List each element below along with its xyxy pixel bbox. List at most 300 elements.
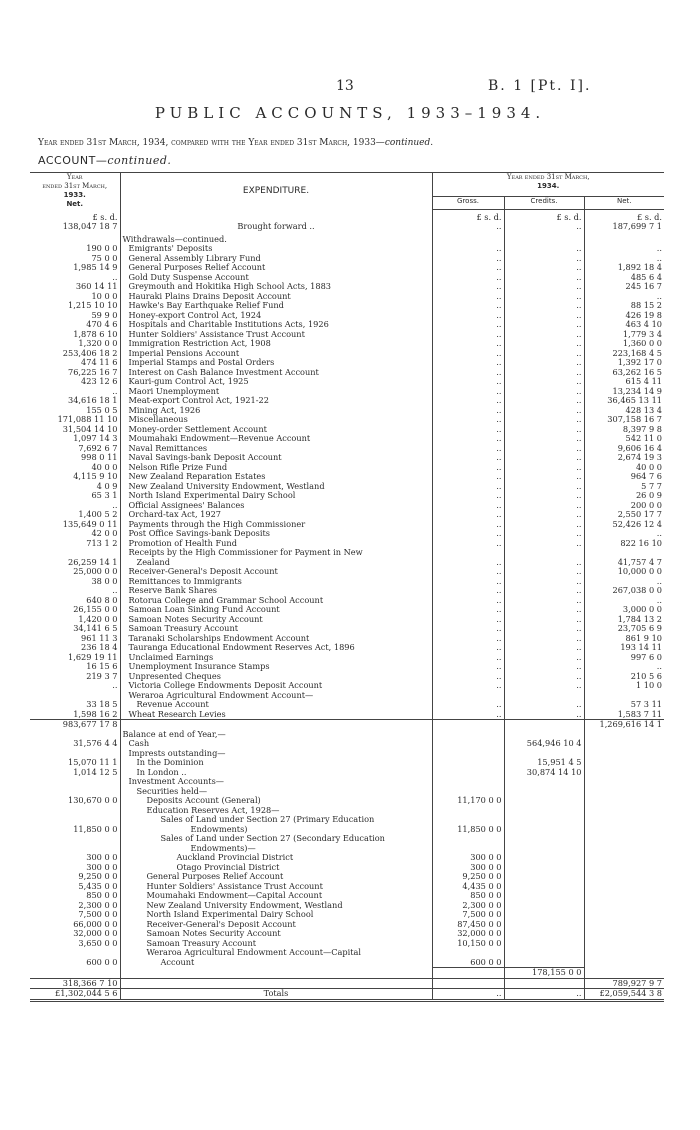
units-row: £ s. d. £ s. d. £ s. d. £ s. d. — [30, 213, 664, 223]
credits-cell: .. — [504, 539, 584, 549]
label-cell: Meat-export Control Act, 1921-22 — [120, 396, 432, 406]
gross-cell: .. — [432, 653, 504, 663]
prev-cell: 33 18 5 — [30, 700, 120, 710]
securities-row — [30, 929, 664, 939]
expenditure-header: EXPENDITURE. — [120, 173, 432, 210]
prev-cell: 42 0 0 — [30, 529, 120, 539]
cash-row: 31,576 4 4 Cash 564,946 10 4 — [30, 739, 664, 749]
label-cell: General Assembly Library Fund — [120, 254, 432, 264]
table-row — [30, 643, 664, 653]
net-cell — [584, 891, 664, 901]
prev-cell: 1,215 10 10 — [30, 301, 120, 311]
net-cell: 3,000 0 0 — [622, 605, 662, 614]
credits-cell: .. — [504, 472, 584, 482]
prev-cell: 2,300 0 0 — [30, 901, 120, 911]
label-cell: Samoan Treasury Account — [120, 624, 432, 634]
brought-forward-row: 138,047 18 7 Brought forward .. .. .. 187,699 7 1 — [30, 222, 664, 232]
net-cell: 861 9 10 — [625, 633, 662, 643]
label-cell: Revenue Account — [120, 700, 432, 710]
net-cell — [584, 872, 664, 882]
label-cell: Imperial Stamps and Postal Orders — [120, 358, 432, 368]
net-cell: .. — [656, 253, 662, 263]
gross-cell: .. — [432, 501, 504, 511]
net-cell — [584, 910, 664, 920]
label-cell: Samoan Treasury Account — [120, 939, 432, 949]
gross-cell: .. — [432, 577, 504, 587]
gross-cell: .. — [432, 320, 504, 330]
table-row — [30, 710, 664, 720]
credits-cell: .. — [504, 558, 584, 568]
gross-header: Gross. — [432, 196, 504, 209]
page-header — [0, 78, 700, 94]
prev-cell: 155 0 5 — [30, 406, 120, 416]
page-title: PUBLIC ACCOUNTS, 1933–1934. — [154, 104, 546, 122]
balance-heading-row: Balance at end of Year,— — [30, 730, 664, 740]
gross-cell: .. — [432, 567, 504, 577]
table-row — [30, 482, 664, 492]
gross-cell: .. — [432, 672, 504, 682]
label-cell: Mining Act, 1926 — [120, 406, 432, 416]
label-cell: Imperial Pensions Account — [120, 349, 432, 359]
credits-cell — [504, 548, 584, 558]
prev-cell: 76,225 16 7 — [30, 368, 120, 378]
gross-cell: 850 0 0 — [432, 891, 504, 901]
credits-cell: .. — [504, 605, 584, 615]
label-cell: Hunter Soldiers' Assistance Trust Account — [120, 330, 432, 340]
label-cell: Emigrants' Deposits — [120, 244, 432, 254]
gross-cell: .. — [432, 586, 504, 596]
table-row — [30, 301, 664, 311]
prev-cell: 40 0 0 — [30, 463, 120, 473]
gross-cell: 4,435 0 0 — [432, 882, 504, 892]
gross-cell: .. — [432, 615, 504, 625]
label-cell: Unpresented Cheques — [120, 672, 432, 682]
label-cell: Samoan Loan Sinking Fund Account — [120, 605, 432, 615]
net-cell: .. — [656, 595, 662, 605]
gross-cell: .. — [432, 472, 504, 482]
net-cell: .. — [656, 576, 662, 586]
net-cell: 1,583 7 11 — [617, 709, 662, 719]
gross-cell: .. — [432, 368, 504, 378]
gross-cell: .. — [432, 681, 504, 691]
label-cell: Honey-export Control Act, 1924 — [120, 311, 432, 321]
credits-cell: .. — [504, 425, 584, 435]
table-row — [30, 368, 664, 378]
label-cell: Receiver-General's Deposit Account — [120, 920, 432, 930]
net-cell: 1,779 3 4 — [622, 329, 662, 339]
net-cell: 1 10 0 — [635, 681, 662, 690]
gross-cell: .. — [432, 425, 504, 435]
gross-cell: .. — [432, 634, 504, 644]
securities-row — [30, 882, 664, 892]
table-row — [30, 662, 664, 672]
credits-cell: .. — [504, 292, 584, 302]
credits-cell: .. — [504, 567, 584, 577]
prev-cell: 75 0 0 — [30, 254, 120, 264]
credits-cell: .. — [504, 320, 584, 330]
prev-cell: 470 4 6 — [30, 320, 120, 330]
credits-cell: .. — [504, 349, 584, 359]
table-row — [30, 406, 664, 416]
net-cell: 245 16 7 — [625, 282, 662, 291]
credits-cell: .. — [504, 672, 584, 682]
label-cell: Post Office Savings-bank Deposits — [120, 529, 432, 539]
label-cell: Moumahaki Endowment—Capital Account — [120, 891, 432, 901]
gross-cell: .. — [432, 377, 504, 387]
credits-cell: .. — [504, 244, 584, 254]
prev-cell: 190 0 0 — [30, 244, 120, 254]
prev-cell: 59 9 0 — [30, 311, 120, 321]
gross-cell: .. — [432, 358, 504, 368]
credits-cell — [504, 891, 584, 901]
net-cell: 2,674 19 3 — [617, 453, 662, 462]
gross-cell: .. — [432, 558, 504, 568]
table-row — [30, 463, 664, 473]
gross-cell: .. — [432, 482, 504, 492]
net-cell: .. — [656, 244, 662, 253]
securities-row — [30, 939, 664, 949]
table-row — [30, 358, 664, 368]
gross-cell: 2,300 0 0 — [432, 901, 504, 911]
credits-cell: .. — [504, 254, 584, 264]
gross-cell: .. — [432, 529, 504, 539]
label-cell: Unclaimed Earnings — [120, 653, 432, 663]
prev-cell: 34,616 18 1 — [30, 396, 120, 406]
credits-cell: .. — [504, 415, 584, 425]
prev-cell: .. — [30, 586, 120, 596]
net-cell: 1,392 17 0 — [617, 358, 662, 367]
prev-cell: 1,400 5 2 — [30, 510, 120, 520]
table-row — [30, 653, 664, 663]
prev-cell: 135,649 0 11 — [30, 520, 120, 530]
net-cell: 964 7 6 — [630, 472, 662, 481]
credits-header: Credits. — [504, 196, 584, 209]
net-cell: 428 13 4 — [625, 405, 662, 415]
gross-cell: .. — [432, 643, 504, 653]
net-cell: 36,465 13 11 — [607, 396, 662, 405]
district-row: 300 0 0 Otago Provincial District 300 0 0 — [30, 863, 664, 873]
net-cell: 485 6 4 — [630, 272, 662, 282]
label-cell: Naval Savings-bank Deposit Account — [120, 453, 432, 463]
net-cell: 307,158 16 7 — [607, 415, 662, 424]
label-cell: Samoan Notes Security Account — [120, 615, 432, 625]
credits-cell: .. — [504, 710, 584, 720]
net-cell: 463 4 10 — [625, 320, 662, 329]
net-cell: 1,784 13 2 — [617, 614, 662, 624]
table-row — [30, 605, 664, 615]
credits-cell — [504, 929, 584, 939]
gross-cell: .. — [432, 263, 504, 273]
net-cell — [584, 882, 664, 892]
gross-cell: .. — [432, 244, 504, 254]
net-cell: 542 11 0 — [625, 434, 662, 443]
gross-cell: .. — [432, 387, 504, 397]
gross-cell: .. — [432, 444, 504, 454]
prev-cell: 4 0 9 — [30, 482, 120, 492]
label-cell: Receipts by the High Commissioner for Payment in New — [120, 548, 432, 558]
net-cell: 426 19 8 — [625, 310, 662, 320]
prev-cell: 1,878 6 10 — [30, 330, 120, 340]
imprest-row: 15,070 11 1 In the Dominion 15,951 4 5 — [30, 758, 664, 768]
credits-cell: .. — [504, 396, 584, 406]
credits-cell: .. — [504, 681, 584, 691]
table-row — [30, 330, 664, 340]
label-cell: Hauraki Plains Drains Deposit Account — [120, 292, 432, 302]
gross-cell: .. — [432, 710, 504, 720]
prev-cell: 850 0 0 — [30, 891, 120, 901]
credits-cell: .. — [504, 596, 584, 606]
securities-row — [30, 901, 664, 911]
net-cell: 1,360 0 0 — [622, 339, 662, 348]
balance-total-row: 318,366 7 10 789,927 9 7 — [30, 978, 664, 989]
table-row — [30, 567, 664, 577]
prev-cell: 219 3 7 — [30, 672, 120, 682]
prev-cell: .. — [30, 387, 120, 397]
net-cell — [584, 929, 664, 939]
credits-cell: .. — [504, 377, 584, 387]
table-row — [30, 311, 664, 321]
prev-cell: .. — [30, 273, 120, 283]
expenditure-table — [30, 172, 664, 1002]
net-cell: 10,000 0 0 — [617, 567, 662, 576]
imprest-row: 1,014 12 5 In London .. 30,874 14 10 — [30, 768, 664, 778]
imprests-heading-row: Imprests outstanding— — [30, 749, 664, 759]
label-cell: Weraroa Agricultural Endowment Account— — [120, 691, 432, 701]
prev-cell: 31,504 14 10 — [30, 425, 120, 435]
table-row — [30, 529, 664, 539]
net-cell — [584, 548, 664, 558]
label-cell: Gold Duty Suspense Account — [120, 273, 432, 283]
prev-cell: 236 18 4 — [30, 643, 120, 653]
weraroa-row-1: Weraroa Agricultural Endowment Account—Capital — [30, 948, 664, 958]
gross-cell: .. — [432, 415, 504, 425]
net-cell: 193 14 11 — [620, 643, 662, 652]
label-cell: Samoan Notes Security Account — [120, 929, 432, 939]
table-row — [30, 453, 664, 463]
table-row — [30, 320, 664, 330]
label-cell: Victoria College Endowments Deposit Account — [120, 681, 432, 691]
gross-cell: .. — [432, 396, 504, 406]
prev-cell: .. — [30, 681, 120, 691]
label-cell: Reserve Bank Shares — [120, 586, 432, 596]
account-heading: ACCOUNT—continued. — [38, 154, 172, 167]
prev-cell: 474 11 6 — [30, 358, 120, 368]
table-row — [30, 672, 664, 682]
net-cell: 5 7 7 — [641, 481, 662, 491]
table-row — [30, 377, 664, 387]
prev-year-header: Year ended 31st March, 1933. Net. — [30, 173, 120, 210]
document-reference: B. 1 [Pt. I]. — [488, 78, 592, 94]
prev-cell: 1,629 19 11 — [30, 653, 120, 663]
credits-total-row: 178,155 0 0 — [30, 968, 664, 979]
table-row — [30, 634, 664, 644]
label-cell: Hunter Soldiers' Assistance Trust Account — [120, 882, 432, 892]
gross-cell: .. — [432, 301, 504, 311]
label-cell: Moumahaki Endowment—Revenue Account — [120, 434, 432, 444]
table-row — [30, 539, 664, 549]
gross-cell — [432, 691, 504, 701]
gross-cell: .. — [432, 539, 504, 549]
net-header: Net. — [584, 196, 664, 209]
credits-cell: .. — [504, 529, 584, 539]
net-cell: 40 0 0 — [635, 462, 662, 472]
label-cell: Immigration Restriction Act, 1908 — [120, 339, 432, 349]
prev-cell: 253,406 18 2 — [30, 349, 120, 359]
net-cell: 8,397 9 8 — [622, 424, 662, 434]
net-cell: 41,757 4 7 — [617, 557, 662, 567]
net-cell: 223,168 4 5 — [612, 348, 662, 358]
prev-cell: 3,650 0 0 — [30, 939, 120, 949]
gross-cell — [432, 548, 504, 558]
table-row — [30, 501, 664, 511]
table-row — [30, 434, 664, 444]
credits-cell: .. — [504, 482, 584, 492]
gross-cell: 10,150 0 0 — [432, 939, 504, 949]
net-cell — [584, 901, 664, 911]
prev-cell: .. — [30, 501, 120, 511]
credits-cell — [504, 901, 584, 911]
credits-cell: .. — [504, 643, 584, 653]
label-cell: Hawke's Bay Earthquake Relief Fund — [120, 301, 432, 311]
prev-cell: 10 0 0 — [30, 292, 120, 302]
gross-cell: .. — [432, 453, 504, 463]
prev-cell: 1,985 14 9 — [30, 263, 120, 273]
gross-cell: .. — [432, 510, 504, 520]
credits-cell: .. — [504, 368, 584, 378]
label-cell: Remittances to Immigrants — [120, 577, 432, 587]
prev-cell: 1,320 0 0 — [30, 339, 120, 349]
label-cell: Money-order Settlement Account — [120, 425, 432, 435]
net-cell: 200 0 0 — [630, 500, 662, 510]
gross-cell: .. — [432, 463, 504, 473]
deposits-row: 130,670 0 0 Deposits Account (General) 11,170 0 0 — [30, 796, 664, 806]
label-cell: Naval Remittances — [120, 444, 432, 454]
prev-cell: 7,500 0 0 — [30, 910, 120, 920]
table-row — [30, 577, 664, 587]
credits-cell: .. — [504, 586, 584, 596]
gross-cell: .. — [432, 254, 504, 264]
table-row — [30, 254, 664, 264]
credits-cell: .. — [504, 491, 584, 501]
net-cell: .. — [656, 662, 662, 671]
table-row — [30, 396, 664, 406]
credits-cell: .. — [504, 577, 584, 587]
label-cell: New Zealand University Endowment, Westland — [120, 482, 432, 492]
subtotal-row: 983,677 17 8 1,269,616 14 1 — [30, 720, 664, 730]
net-cell: 63,262 16 5 — [612, 367, 662, 377]
net-cell: 88 15 2 — [630, 301, 662, 310]
prev-cell: 26,155 0 0 — [30, 605, 120, 615]
net-cell — [584, 920, 664, 930]
label-cell: General Purposes Relief Account — [120, 263, 432, 273]
table-row — [30, 349, 664, 359]
label-cell: Interest on Cash Balance Investment Account — [120, 368, 432, 378]
credits-cell: .. — [504, 463, 584, 473]
table-row — [30, 339, 664, 349]
prev-cell: 26,259 14 1 — [30, 558, 120, 568]
credits-cell: .. — [504, 406, 584, 416]
net-cell: 9,606 16 4 — [617, 443, 662, 453]
net-cell: 13,234 14 9 — [612, 386, 662, 396]
securities-row — [30, 891, 664, 901]
prev-cell: 171,088 11 10 — [30, 415, 120, 425]
net-cell: 615 4 11 — [625, 377, 662, 386]
label-cell: Official Assignees' Balances — [120, 501, 432, 511]
table-row — [30, 596, 664, 606]
gross-cell: .. — [432, 596, 504, 606]
table-row — [30, 548, 664, 558]
table-row — [30, 273, 664, 283]
credits-cell — [504, 872, 584, 882]
page-subtitle: Year ended 31st March, 1934, compared with the Year ended 31st March, 1933—continued. — [38, 138, 434, 148]
net-cell: 23,705 6 9 — [617, 624, 662, 633]
table-row — [30, 472, 664, 482]
credits-cell: .. — [504, 624, 584, 634]
table-row — [30, 244, 664, 254]
primary-row-2: 11,850 0 0 Endowments) 11,850 0 0 — [30, 825, 664, 835]
credits-cell: .. — [504, 444, 584, 454]
prev-cell: 7,692 6 7 — [30, 444, 120, 454]
credits-cell: .. — [504, 311, 584, 321]
prev-cell — [30, 691, 120, 701]
label-cell: Miscellaneous — [120, 415, 432, 425]
gross-cell: 7,500 0 0 — [432, 910, 504, 920]
gross-cell: 32,000 0 0 — [432, 929, 504, 939]
gross-cell: .. — [432, 434, 504, 444]
prev-cell — [30, 548, 120, 558]
credits-cell: .. — [504, 263, 584, 273]
prev-cell: 34,141 6 5 — [30, 624, 120, 634]
label-cell: Receiver-General's Deposit Account — [120, 567, 432, 577]
label-cell: Hospitals and Charitable Institutions Acts, 1926 — [120, 320, 432, 330]
prev-cell: 16 15 6 — [30, 662, 120, 672]
table-row — [30, 491, 664, 501]
table-row — [30, 387, 664, 397]
credits-cell — [504, 939, 584, 949]
gross-cell: .. — [432, 406, 504, 416]
securities-row — [30, 872, 664, 882]
table-row — [30, 292, 664, 302]
net-cell: .. — [656, 291, 662, 301]
table-row — [30, 624, 664, 634]
prev-cell: 713 1 2 — [30, 539, 120, 549]
label-cell: General Purposes Relief Account — [120, 872, 432, 882]
page-number: 13 — [336, 78, 354, 94]
prev-cell: 423 12 6 — [30, 377, 120, 387]
credits-cell: .. — [504, 273, 584, 283]
label-cell: Kauri-gum Control Act, 1925 — [120, 377, 432, 387]
gross-cell: .. — [432, 349, 504, 359]
credits-cell: .. — [504, 434, 584, 444]
credits-cell: .. — [504, 700, 584, 710]
prev-cell: 4,115 9 10 — [30, 472, 120, 482]
prev-cell: 1,598 16 2 — [30, 710, 120, 720]
net-cell: 2,550 17 7 — [617, 510, 662, 519]
gross-cell: .. — [432, 491, 504, 501]
totals-row: £1,302,044 5 6 Totals .. .. £2,059,544 3 8 — [30, 989, 664, 1001]
net-cell: 1,892 18 4 — [617, 263, 662, 272]
securities-row — [30, 910, 664, 920]
label-cell: North Island Experimental Dairy School — [120, 491, 432, 501]
table-row — [30, 691, 664, 701]
current-year-header: Year ended 31st March, 1934. — [432, 173, 664, 197]
credits-cell: .. — [504, 634, 584, 644]
credits-cell: .. — [504, 387, 584, 397]
table-row — [30, 444, 664, 454]
net-cell: 26 0 9 — [635, 491, 662, 500]
table-row — [30, 263, 664, 273]
credits-cell: .. — [504, 282, 584, 292]
